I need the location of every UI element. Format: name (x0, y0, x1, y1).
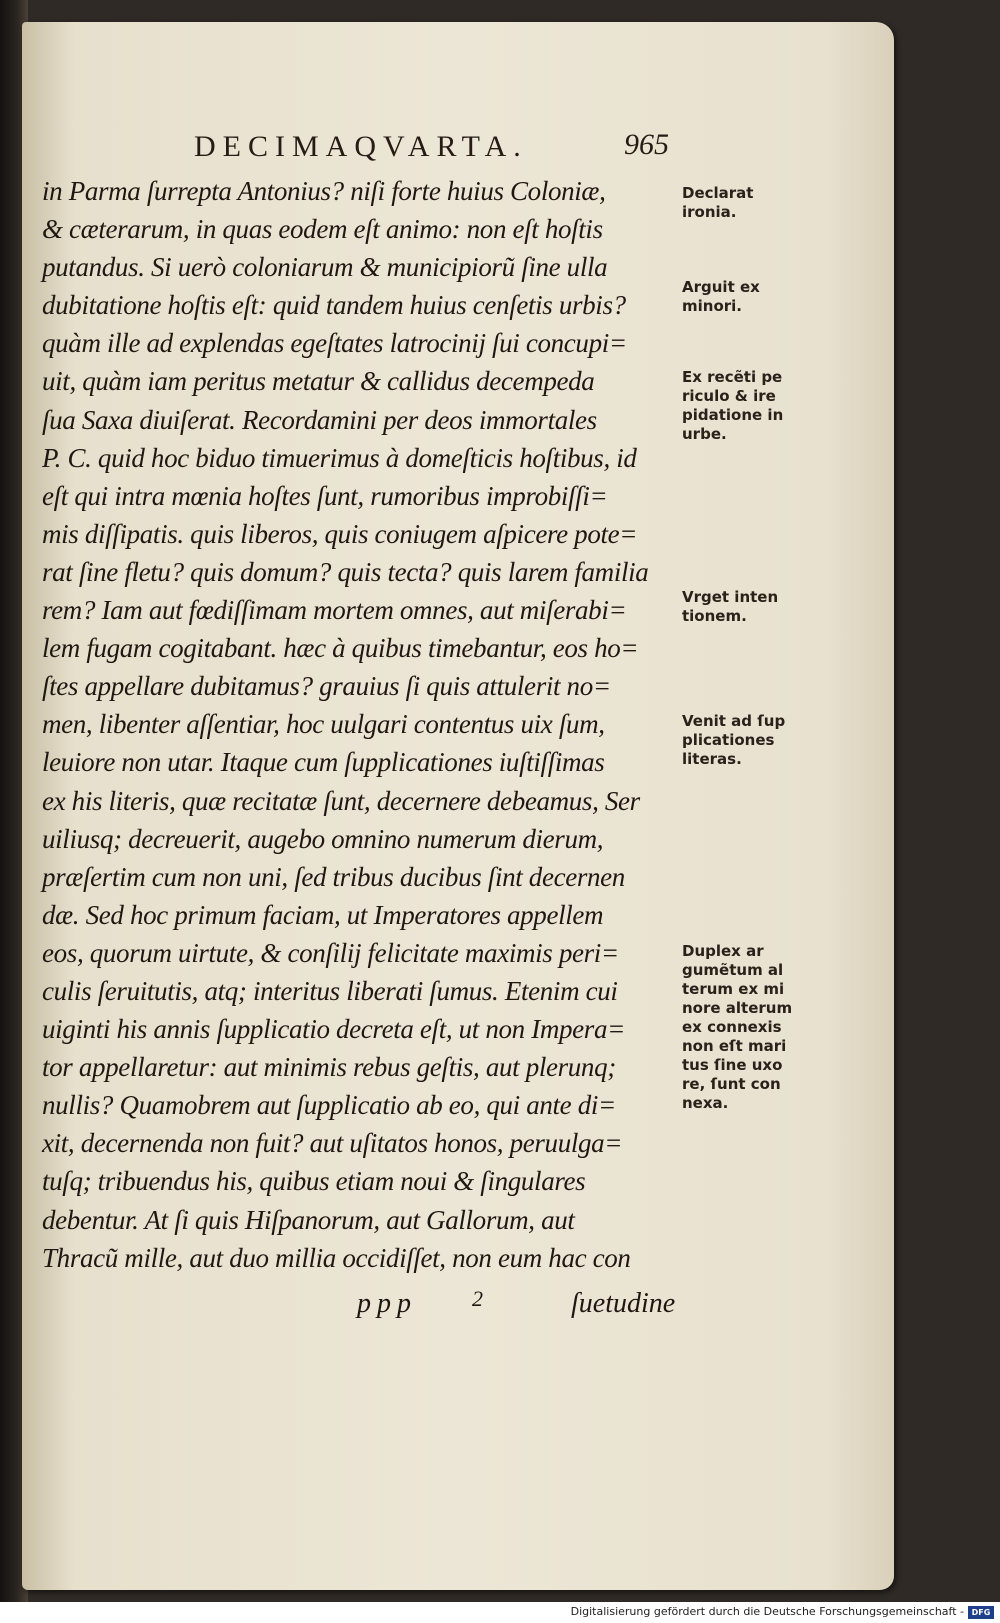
text-line: debentur. At ſi quis Hiſpanorum, aut Gallorum, aut (42, 1204, 575, 1235)
text-line: culis ſeruitutis, atq; interitus liberati ſumus. Etenim cui (42, 975, 618, 1006)
text-line: eos, quorum uirtute, & conſilij felicitate maximis peri= (42, 937, 619, 968)
text-line: mis diſſipatis. quis liberos, quis coniugem aſpicere pote= (42, 518, 638, 549)
marginal-note: Arguit ex minori. (682, 278, 760, 315)
text-line: uit, quàm iam peritus metatur & callidus decempeda (42, 366, 595, 397)
text-line: ſtes appellare dubitamus? grauius ſi quis attulerit no= (42, 671, 611, 702)
text-line: lem fugam cogitabant. hæc à quibus timebantur, eos ho= (42, 633, 639, 664)
text-line: uiginti his annis ſupplicatio decreta eſt, ut non Impera= (42, 1014, 625, 1045)
marginal-note: Venit ad ſup plicationes literas. (682, 712, 786, 768)
text-line: præſertim cum non uni, ſed tribus ducibus ſint decernen (42, 861, 625, 892)
catchword: ſuetudine (571, 1288, 676, 1319)
text-line: P. C. quid hoc biduo timuerimus à domeſticis hoſtibus, id (42, 442, 637, 473)
book-page (22, 22, 894, 1590)
text-line: ex his literis, quæ recitatæ ſunt, decernere debeamus, Ser (42, 785, 640, 816)
text-line: uiliusq; decreuerit, augebo omnino numerum dierum, (42, 823, 604, 854)
text-line: putandus. Si uerò coloniarum & municipiorũ ſine ulla (42, 252, 608, 283)
marginal-note: Duplex ar gumẽtum al terum ex mi nore alterum ex connexis non eſt mari tus ſine uxo re, ſunt con nexa. (682, 942, 793, 1112)
page-header (194, 130, 694, 170)
text-line: ſua Saxa diuiſerat. Recordamini per deos immortales (42, 404, 597, 435)
text-line: dæ. Sed hoc primum faciam, ut Imperatores appellem (42, 899, 604, 930)
text-line: xit, decernenda non fuit? aut uſitatos honos, peruulga= (42, 1128, 623, 1159)
text-line: men, libenter aſſentiar, hoc uulgari contentus uix ſum, (42, 709, 605, 740)
text-line: dubitatione hoſtis eſt: quid tandem huius cenſetis urbis? (42, 290, 626, 321)
marginal-note: Declarat ironia. (682, 184, 754, 221)
running-head: DECIMAQVARTA. (194, 130, 528, 163)
page-footer (357, 1288, 687, 1328)
text-line: in Parma ſurrepta Antonius? niſi forte huius Coloniæ, (42, 176, 606, 206)
text-line: rat ſine fletu? quis domum? quis tecta? quis larem familia (42, 556, 649, 587)
credit-text: Digitalisierung gefördert durch die Deutsche Forschungsgemeinschaft - (570, 1605, 964, 1618)
text-line: Thracũ mille, aut duo millia occidiſſet, non eum hac con (42, 1242, 631, 1273)
marginal-note: Ex recẽti pe riculo & ire pidatione in urbe. (682, 368, 784, 443)
page-number: 965 (624, 128, 669, 161)
text-line: & cæterarum, in quas eodem eſt animo: non eſt hoſtis (42, 214, 603, 245)
text-line: tor appellaretur: aut minimis rebus geſtis, aut plerunq; (42, 1052, 616, 1083)
text-line: tuſq; tribuendus his, quibus etiam noui & ſingulares (42, 1166, 586, 1197)
text-line: eſt qui intra mœnia hoſtes ſunt, rumoribus improbiſſi= (42, 480, 608, 511)
body-text (42, 172, 692, 1277)
marginal-note: Vrget inten tionem. (682, 588, 779, 625)
text-line: quàm ille ad explendas egeſtates latrocinij ſui concupi= (42, 328, 627, 359)
dfg-logo[interactable]: DFG (968, 1606, 994, 1619)
text-line: nullis? Quamobrem aut ſupplicatio ab eo, qui ante di= (42, 1090, 616, 1121)
signature-mark: ppp (357, 1288, 417, 1319)
text-line: leuiore non utar. Itaque cum ſupplicationes iuſtiſſimas (42, 747, 605, 778)
signature-number: 2 (472, 1286, 483, 1311)
text-line: rem? Iam aut fœdiſſimam mortem omnes, aut miſerabi= (42, 595, 627, 626)
credit-bar (0, 1602, 1000, 1623)
